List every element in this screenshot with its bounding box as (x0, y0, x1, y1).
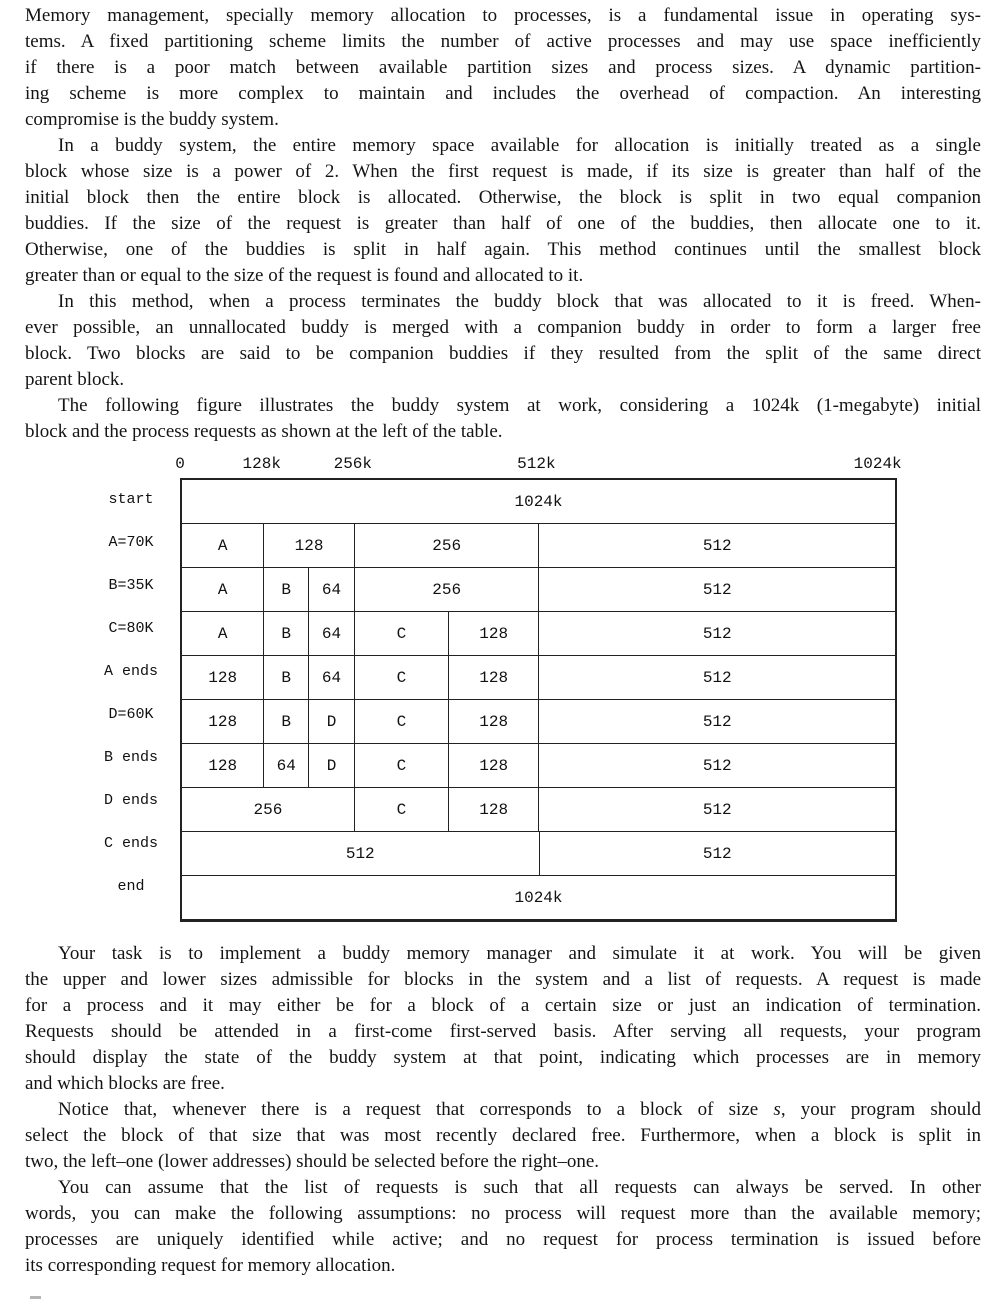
memory-cell: 128 (448, 744, 539, 787)
row-label: D=60K (108, 706, 154, 723)
scale-label: 1024k (853, 455, 902, 473)
memory-cell: C (354, 656, 448, 699)
text-line: compromise is the buddy system. (25, 109, 279, 130)
memory-cell: 1024k (514, 492, 563, 511)
text-line: and which blocks are free. (25, 1073, 225, 1094)
row-label: start (108, 491, 154, 508)
figure-row (182, 655, 895, 699)
memory-cell: 128 (448, 612, 539, 655)
memory-cell: 64 (308, 612, 354, 655)
memory-cell: C (354, 788, 448, 831)
memory-cell: A (217, 536, 228, 555)
memory-cell: C (354, 700, 448, 743)
memory-cell: B (263, 656, 308, 699)
row-label: D ends (103, 792, 158, 809)
memory-cell: B (263, 568, 308, 611)
text-line: Requests should be attended in a first-come first-served basis. After serving all requests, your program (25, 1021, 981, 1042)
memory-cell: 128 (263, 524, 354, 567)
memory-cell: 512 (538, 788, 895, 831)
row-label: A=70K (108, 534, 154, 551)
buddy-figure (103, 455, 902, 922)
problem-text-lower (25, 941, 981, 1279)
memory-cell: 128 (208, 668, 238, 687)
figure-row (182, 480, 895, 523)
math-variable: s (773, 1099, 781, 1120)
text-line: block. Two blocks are said to be companion buddies if they resulted from the split of the same direct (25, 343, 981, 364)
buddy-figure-table (180, 478, 897, 922)
text-line: its corresponding request for memory allocation. (25, 1255, 396, 1276)
memory-cell: 512 (538, 612, 895, 655)
memory-cell: 64 (263, 744, 308, 787)
memory-cell: 1024k (514, 888, 563, 907)
text-line: In this method, when a process terminates the buddy block that was allocated to it is freed. When- (58, 291, 981, 312)
scale-label: 512k (517, 455, 556, 473)
text-line: select the block of that size that was most recently declared free. Furthermore, when a block is split in (25, 1125, 981, 1146)
memory-cell: D (308, 700, 354, 743)
text-line: Your task is to implement a buddy memory manager and simulate it at work. You will be given (58, 943, 981, 964)
figure-row (182, 567, 895, 611)
text-line: Memory management, specially memory allocation to processes, is a fundamental issue in operating sys- (25, 5, 981, 26)
text-line: In a buddy system, the entire memory space available for allocation is initially treated as a single (58, 135, 981, 156)
memory-cell: 512 (538, 568, 895, 611)
text-line: words, you can make the following assumptions: no process will request more than the available memory; (25, 1203, 981, 1224)
memory-cell: A (217, 624, 228, 643)
memory-cell: B (263, 612, 308, 655)
text-line: two, the left–one (lower addresses) should be selected before the right–one. (25, 1151, 600, 1172)
memory-cell: 512 (538, 656, 895, 699)
memory-cell: D (308, 744, 354, 787)
cutoff-heading-fragment (30, 1296, 41, 1299)
memory-cell: 256 (354, 524, 539, 567)
text-line: tems. A fixed partitioning scheme limits the number of active processes and may use space inefficiently (25, 31, 981, 52)
figure-row (182, 787, 895, 831)
memory-cell: 256 (354, 568, 539, 611)
row-label: C=80K (108, 620, 154, 637)
text-line: for a process and it may either be for a block of a certain size or just an indication of termination. (25, 995, 981, 1016)
memory-cell: 64 (308, 656, 354, 699)
text-line: Otherwise, one of the buddies is split in half again. This method continues until the smallest block (25, 239, 981, 260)
scale-label: 0 (175, 455, 185, 473)
row-label: B ends (103, 749, 158, 766)
text-line: processes are uniquely identified while active; and no request for process termination is issued before (25, 1229, 981, 1250)
problem-text-upper (25, 3, 981, 445)
memory-cell: 512 (538, 744, 895, 787)
figure-row (182, 743, 895, 787)
text-line: buddies. If the size of the request is greater than half of one of the buddies, then allocate one to it. (25, 213, 981, 234)
text-line: initial block then the entire block is allocated. Otherwise, the block is split in two equal companion (25, 187, 981, 208)
memory-cell: 512 (539, 832, 896, 875)
memory-cell: 128 (448, 788, 539, 831)
text-line: should display the state of the buddy system at that point, indicating which processes are in memory (25, 1047, 981, 1068)
row-label: B=35K (108, 577, 154, 594)
memory-cell: 128 (448, 656, 539, 699)
text-line: if there is a poor match between available partition sizes and process sizes. A dynamic partition- (25, 57, 981, 78)
text-line: Notice that, whenever there is a request that corresponds to a block of size s, your program should (58, 1099, 981, 1120)
row-label: end (117, 878, 145, 895)
text-line: block and the process requests as shown at the left of the table. (25, 421, 503, 442)
text-line: greater than or equal to the size of the request is found and allocated to it. (25, 265, 584, 286)
figure-row (182, 523, 895, 567)
row-label: A ends (103, 663, 158, 680)
figure-row (182, 875, 895, 919)
figure-row (182, 699, 895, 743)
memory-cell: 512 (345, 844, 375, 863)
memory-cell: 512 (538, 700, 895, 743)
memory-cell: 512 (538, 524, 895, 567)
memory-cell: B (263, 700, 308, 743)
figure-row (182, 611, 895, 655)
row-label: C ends (103, 835, 158, 852)
text-line: the upper and lower sizes admissible for blocks in the system and a list of requests. A request is made (25, 969, 981, 990)
memory-cell: 64 (308, 568, 354, 611)
memory-cell: A (217, 580, 228, 599)
text-line: block whose size is a power of 2. When the first request is made, if its size is greater than half of the (25, 161, 981, 182)
memory-cell: C (354, 612, 448, 655)
buddy-figure-row-labels (88, 478, 174, 908)
memory-cell: 256 (253, 800, 283, 819)
memory-cell: C (354, 744, 448, 787)
scale-label: 128k (242, 455, 281, 473)
text-line: parent block. (25, 369, 125, 390)
figure-row (182, 831, 895, 875)
text-line: ever possible, an unnallocated buddy is merged with a companion buddy in order to form a larger free (25, 317, 981, 338)
memory-cell: 128 (208, 756, 238, 775)
text-line: ing scheme is more complex to maintain and includes the overhead of compaction. An interesting (25, 83, 981, 104)
scale-label: 256k (333, 455, 372, 473)
text-line: You can assume that the list of requests is such that all requests can always be served. In other (58, 1177, 981, 1198)
memory-cell: 128 (208, 712, 238, 731)
memory-address-scale (175, 455, 902, 475)
text-line: The following figure illustrates the buddy system at work, considering a 1024k (1-megabyte) initial (58, 395, 981, 416)
memory-cell: 128 (448, 700, 539, 743)
